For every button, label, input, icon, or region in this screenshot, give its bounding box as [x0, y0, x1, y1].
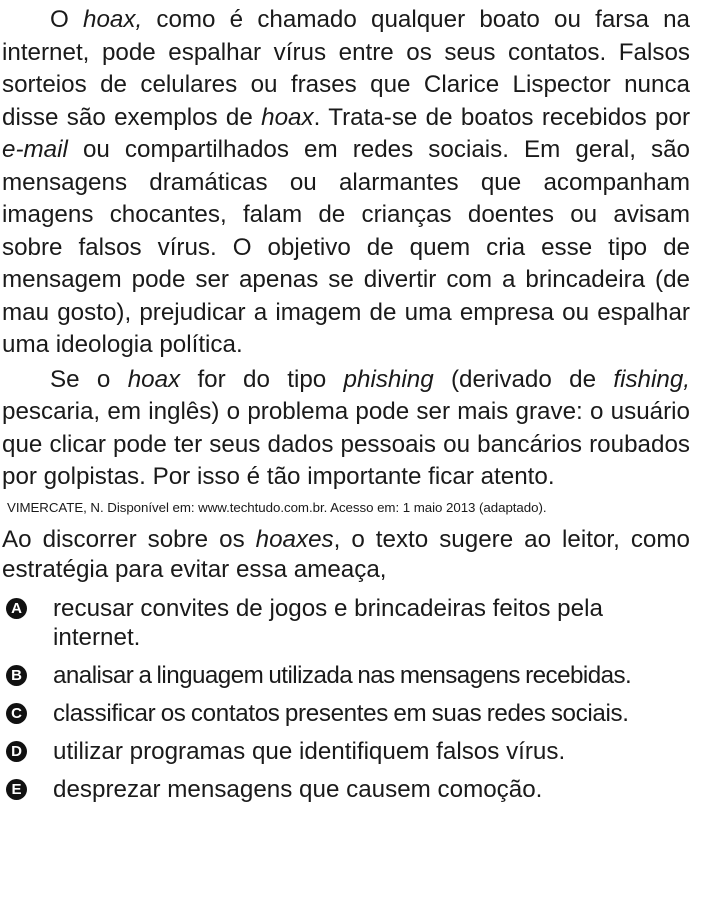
- passage-text: ou compartilhados em redes sociais. Em geral, são mensagens dramáticas ou alarmantes que acompanham imagens chocantes, falam de crianças doentes ou avisam sobre falsos vírus. O objetivo de quem cria esse tipo de mensagem pode ser apenas se divertir com a brincadeira (de mau gosto), prejudicar a imagem de uma empresa ou espalhar uma ideologia política.: [2, 136, 690, 358]
- passage-text: . Trata-se de boatos recebidos por: [313, 103, 690, 131]
- passage-text: Se o: [50, 365, 128, 393]
- passage-italic-term: hoax,: [83, 6, 143, 33]
- option-letter-badge: C: [6, 703, 27, 724]
- passage-text: pescaria, em inglês) o problema pode ser mais grave: o usuário que clicar pode ter seus dados pessoais ou bancários roubados por golpistas. Por isso é tão importante ficar atento.: [2, 398, 690, 490]
- option-text: recusar convites de jogos e brincadeiras feitos pela internet.: [53, 594, 603, 651]
- passage-italic-term: hoax: [127, 365, 181, 393]
- answer-options: [2, 594, 690, 804]
- answer-option-e[interactable]: [2, 775, 690, 804]
- answer-option-d[interactable]: [2, 737, 690, 766]
- answer-option-c[interactable]: [2, 699, 690, 728]
- question-text: , o texto sugere ao leitor, como estratégia para evitar essa ameaça,: [2, 525, 690, 583]
- passage-italic-term: phishing: [343, 365, 434, 393]
- passage-italic-term: fishing,: [613, 365, 690, 393]
- question-italic-term: hoaxes: [255, 525, 334, 553]
- option-text: desprezar mensagens que causem comoção.: [53, 775, 543, 803]
- question-stem: [2, 525, 690, 585]
- option-text: analisar a linguagem utilizada nas mensagens recebidas.: [53, 661, 632, 689]
- option-text: utilizar programas que identifiquem falsos vírus.: [53, 737, 566, 765]
- question-text: Ao discorrer sobre os: [2, 525, 256, 553]
- passage-paragraph-2: [2, 364, 690, 494]
- source-citation: VIMERCATE, N. Disponível em: www.techtudo.com.br. Acesso em: 1 maio 2013 (adaptado).: [7, 499, 547, 515]
- option-letter-badge: E: [6, 779, 27, 800]
- passage-text: O: [50, 6, 83, 33]
- answer-option-a[interactable]: [2, 594, 690, 652]
- passage-italic-term: hoax: [261, 103, 314, 131]
- passage-text: (derivado de: [433, 365, 614, 393]
- option-letter-badge: A: [6, 598, 27, 619]
- passage-italic-term: e-mail: [2, 136, 68, 163]
- passage-text: como é chamado qualquer boato ou farsa na internet, pode espalhar vírus entre os seus contatos. Falsos sorteios de celulares ou frases que Clarice Lispector nunca disse são exemplos de: [2, 6, 690, 131]
- option-text: classificar os contatos presentes em suas redes sociais.: [53, 699, 629, 727]
- option-letter-badge: D: [6, 741, 27, 762]
- passage-paragraph-1: [2, 4, 690, 362]
- option-letter-badge: B: [6, 665, 27, 686]
- answer-option-b[interactable]: [2, 661, 690, 690]
- passage-text: for do tipo: [180, 365, 344, 393]
